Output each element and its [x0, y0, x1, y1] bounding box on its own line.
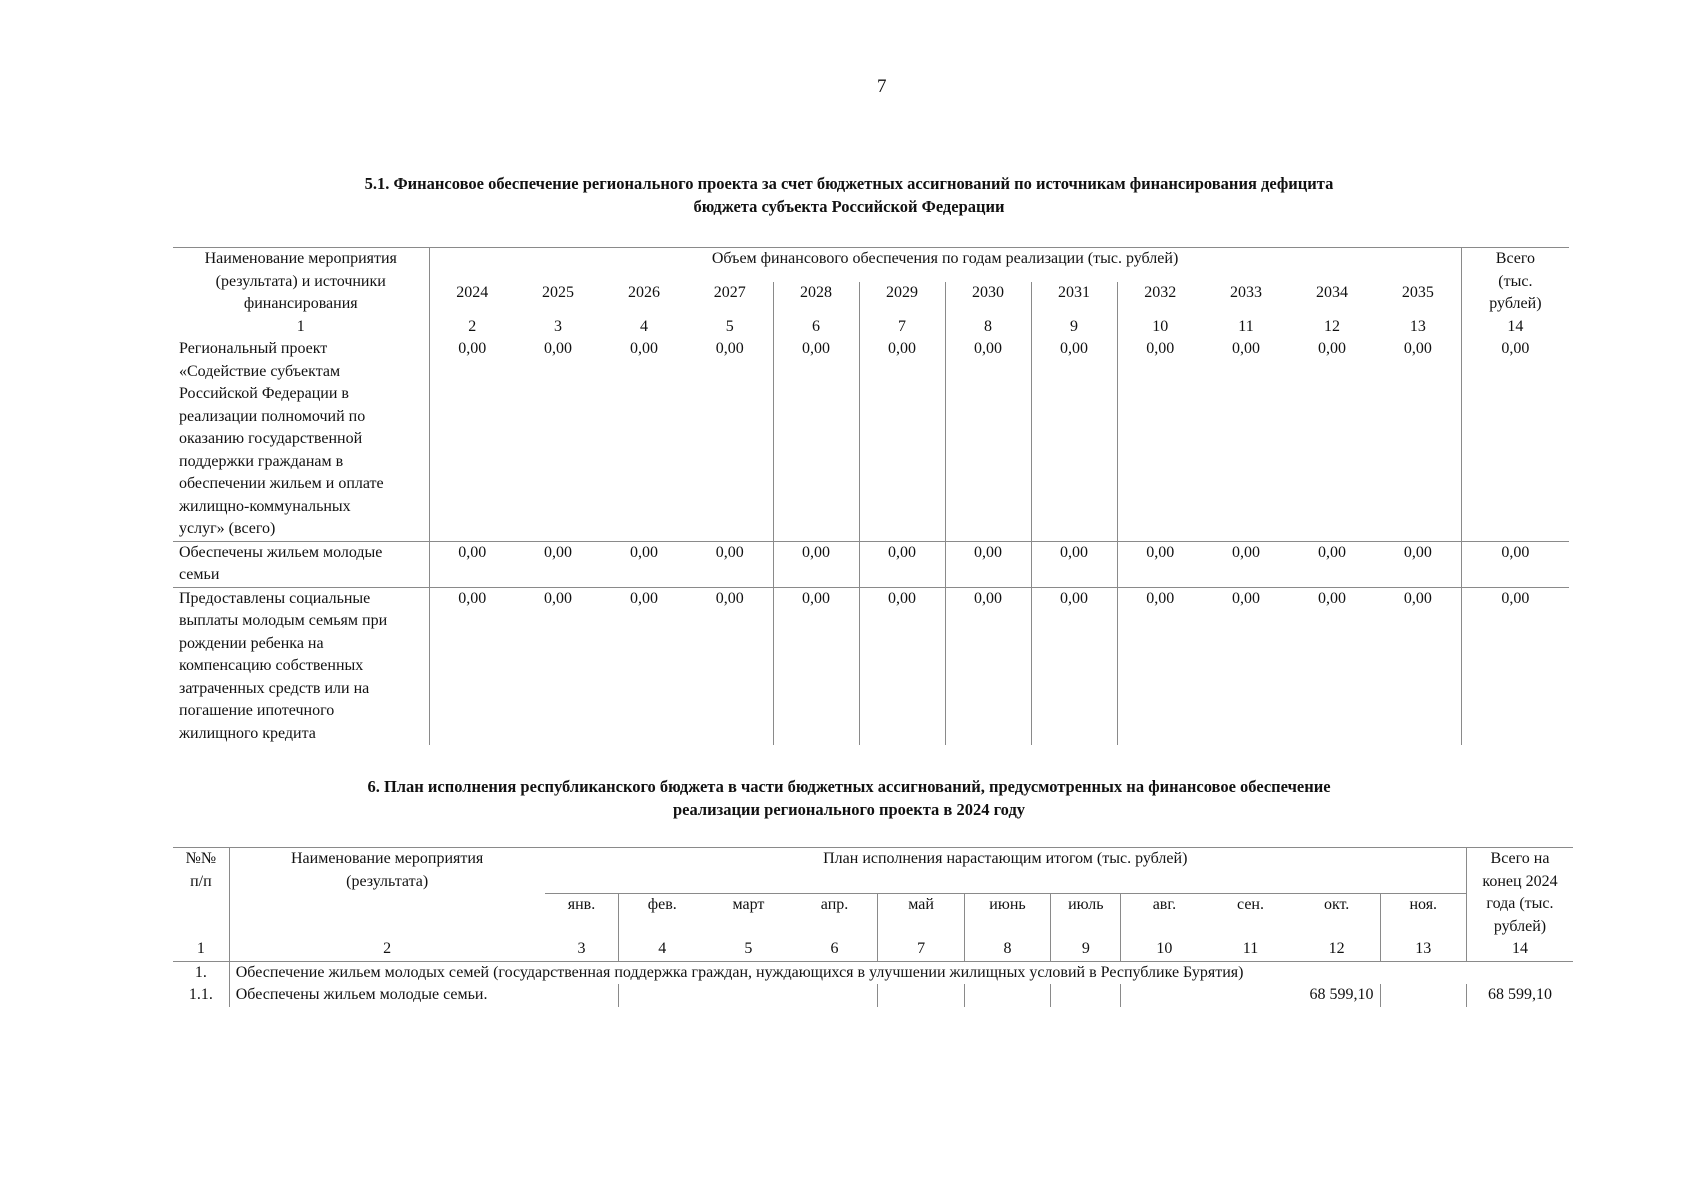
col-number: 3 — [545, 938, 619, 961]
total-column-header — [1461, 248, 1569, 316]
name-column-header — [229, 848, 544, 939]
empty-cell — [619, 984, 878, 1007]
year-cell: 2035 — [1401, 283, 1434, 301]
month-cell: фев. — [619, 893, 705, 938]
month-cell: март — [705, 893, 791, 938]
value-cell: 0,00 — [1232, 340, 1260, 357]
volume-header: Объем финансового обеспечения по годам реализации (тыс. рублей) — [429, 248, 1461, 282]
month-cell: июнь — [964, 893, 1050, 938]
row-name-line: компенсацию собственных — [179, 657, 364, 674]
year-cell: 2034 — [1316, 283, 1348, 301]
header-text: №№ — [185, 850, 217, 867]
value-cell: 0,00 — [773, 587, 859, 745]
year-cell: 2030 — [945, 282, 1031, 316]
header-text: рублей) — [1489, 295, 1542, 312]
header-text: финансирования — [243, 295, 358, 312]
col-number: 5 — [705, 938, 791, 961]
col-number: 11 — [1207, 938, 1293, 961]
total-cell: 0,00 — [1461, 541, 1569, 587]
column-numbers-row — [173, 938, 1573, 961]
value-cell: 0,00 — [429, 541, 515, 587]
header-text: года (тыс. — [1486, 895, 1554, 912]
year-cell: 2029 — [859, 282, 945, 316]
num-column-header — [173, 848, 229, 939]
title-line: реализации регионального проекта в 2024 году — [672, 800, 1026, 819]
header-text: п/п — [190, 872, 212, 890]
row-name — [173, 587, 429, 745]
row-name-line: семьи — [179, 566, 220, 583]
header-text: (результата) — [346, 872, 429, 890]
value-cell: 0,00 — [1318, 340, 1346, 357]
header-text: рублей) — [1493, 917, 1547, 935]
month-cell: ноя. — [1380, 893, 1466, 938]
value-cell: 0,00 — [1117, 587, 1203, 745]
col-number: 14 — [1466, 938, 1573, 961]
row-name-line: выплаты молодым семьям при — [179, 612, 388, 629]
col-number: 1 — [296, 317, 305, 335]
col-number: 1 — [173, 938, 229, 961]
title-line: 5.1. Финансовое обеспечение регионального проекта за счет бюджетных ассигнований по источникам финансирования дефицита — [364, 174, 1334, 193]
year-cell: 2032 — [1117, 282, 1203, 316]
value-cell: 0,00 — [945, 587, 1031, 745]
financing-table — [173, 247, 1569, 745]
empty-cell — [1380, 984, 1466, 1007]
row-name-line: реализации полномочий по — [179, 407, 366, 425]
year-cell: 2026 — [628, 283, 660, 301]
value-cell: 0,00 — [773, 338, 859, 541]
month-cell: окт. — [1294, 893, 1380, 938]
row-name-line: поддержки гражданам в — [179, 452, 344, 470]
value-cell: 0,00 — [687, 541, 773, 587]
row-name — [173, 541, 429, 587]
col-number: 4 — [619, 938, 705, 961]
value-cell: 0,00 — [1375, 541, 1461, 587]
table-row — [173, 338, 1569, 541]
name-column-header — [173, 248, 429, 316]
empty-cell — [1051, 984, 1121, 1007]
row-name: Обеспечены жильем молодые семьи. — [229, 984, 619, 1007]
year-cell: 2025 — [542, 283, 574, 301]
col-number: 4 — [640, 317, 648, 335]
empty-cell — [878, 984, 964, 1007]
col-number: 6 — [773, 316, 859, 339]
row-name-line: Обеспечены жильем молодые — [179, 543, 383, 561]
value-cell: 0,00 — [1289, 541, 1375, 587]
col-number: 13 — [1380, 938, 1466, 961]
section-5-1-title — [0, 172, 1698, 218]
row-name-line: оказанию государственной — [179, 430, 363, 447]
header-text: Всего — [1495, 250, 1535, 267]
col-number: 2 — [429, 316, 515, 339]
value-cell: 0,00 — [544, 340, 572, 357]
total-column-header — [1466, 848, 1573, 939]
row-number: 1. — [194, 963, 207, 981]
month-cell: май — [878, 893, 964, 938]
value-cell: 0,00 — [1375, 587, 1461, 745]
value-cell: 0,00 — [1203, 541, 1289, 587]
value-cell: 0,00 — [859, 541, 945, 587]
year-cell: 2027 — [713, 283, 746, 301]
row-section-text: Обеспечение жильем молодых семей (государственная поддержка граждан, нуждающихся в улучшении жилищных условий в Республике Бурятия) — [229, 961, 1573, 984]
row-name-line: Российской Федерации в — [179, 385, 349, 402]
value-cell: 0,00 — [515, 587, 601, 745]
value-cell: 0,00 — [1403, 340, 1432, 357]
year-cell: 2033 — [1230, 283, 1262, 301]
month-cell: янв. — [545, 893, 619, 938]
page-number: 7 — [877, 76, 887, 97]
row-name-line: «Содействие субъектам — [179, 362, 341, 380]
value-cell: 0,00 — [945, 541, 1031, 587]
row-name-line: жилищного кредита — [179, 724, 316, 742]
title-line: 6. План исполнения республиканского бюджета в части бюджетных ассигнований, предусмотренных на финансовое обеспечение — [367, 777, 1331, 796]
value-cell: 0,00 — [1031, 541, 1117, 587]
value-cell: 0,00 — [630, 340, 658, 357]
col-number: 8 — [945, 316, 1031, 339]
year-cell: 2031 — [1031, 282, 1117, 316]
col-number: 7 — [878, 938, 964, 961]
header-text: (результата) и источники — [215, 272, 386, 290]
header-text: конец 2024 — [1482, 872, 1558, 890]
total-cell: 0,00 — [1461, 587, 1569, 745]
value-cell: 0,00 — [859, 587, 945, 745]
col-number: 14 — [1461, 316, 1569, 339]
value-cell: 0,00 — [429, 587, 515, 745]
value-cell: 0,00 — [715, 340, 744, 357]
value-cell: 0,00 — [1031, 587, 1117, 745]
row-name-line: Региональный проект — [179, 340, 328, 357]
col-number: 5 — [725, 317, 734, 335]
section-6-title — [0, 775, 1698, 821]
value-cell: 0,00 — [1031, 338, 1117, 541]
header-text: (тыс. — [1498, 272, 1533, 290]
table-row — [173, 961, 1573, 984]
header-text: Наименование мероприятия — [290, 850, 484, 867]
col-number: 7 — [859, 316, 945, 339]
header-text: Всего на — [1490, 850, 1550, 867]
col-number: 9 — [1031, 316, 1117, 339]
header-row — [173, 248, 1569, 282]
value-cell: 0,00 — [1117, 338, 1203, 541]
col-number: 11 — [1238, 317, 1254, 335]
table-row — [173, 541, 1569, 587]
col-number: 2 — [229, 938, 544, 961]
value-cell: 0,00 — [859, 338, 945, 541]
col-number: 10 — [1121, 938, 1207, 961]
row-name — [173, 338, 429, 541]
row-name-line: услуг» (всего) — [179, 520, 276, 537]
table-row — [173, 984, 1573, 1007]
col-number: 6 — [792, 938, 878, 961]
plan-header: План исполнения нарастающим итогом (тыс. рублей) — [545, 848, 1467, 894]
month-cell: сен. — [1207, 893, 1293, 938]
row-number: 1.1. — [188, 986, 213, 1003]
col-number: 10 — [1117, 316, 1203, 339]
year-cell: 2024 — [429, 282, 515, 316]
col-number: 9 — [1051, 938, 1121, 961]
row-name-line: рождении ребенка на — [179, 634, 324, 652]
header-text: Наименование мероприятия — [204, 250, 397, 267]
value-cell: 0,00 — [601, 587, 687, 745]
total-value: 68 599,10 — [1466, 984, 1573, 1007]
value-cell: 0,00 — [1203, 587, 1289, 745]
col-number: 3 — [554, 317, 562, 335]
row-name-line: обеспечении жильем и оплате — [179, 475, 384, 492]
row-name-line: затраченных средств или на — [179, 679, 370, 697]
month-cell: авг. — [1121, 893, 1207, 938]
table-row — [173, 587, 1569, 745]
year-cell: 2028 — [773, 282, 859, 316]
october-value: 68 599,10 — [1121, 984, 1380, 1007]
column-numbers-row — [173, 316, 1569, 339]
value-cell: 0,00 — [515, 541, 601, 587]
month-cell: апр. — [792, 893, 878, 938]
month-cell: июль — [1051, 893, 1121, 938]
title-line: бюджета субъекта Российской Федерации — [693, 197, 1005, 216]
col-number: 8 — [964, 938, 1050, 961]
value-cell: 0,00 — [945, 338, 1031, 541]
value-cell: 0,00 — [773, 541, 859, 587]
header-row — [173, 848, 1573, 894]
value-cell: 0,00 — [429, 338, 515, 541]
row-name-line: Предоставлены социальные — [179, 589, 371, 607]
budget-plan-table — [173, 847, 1573, 1007]
value-cell: 0,00 — [601, 541, 687, 587]
row-name-line: жилищно-коммунальных — [179, 497, 351, 515]
col-number: 12 — [1294, 938, 1380, 961]
value-cell: 0,00 — [1289, 587, 1375, 745]
col-number: 13 — [1409, 317, 1426, 335]
total-cell: 0,00 — [1461, 338, 1569, 541]
value-cell: 0,00 — [1117, 541, 1203, 587]
row-name-line: погашение ипотечного — [179, 702, 335, 719]
col-number: 12 — [1324, 317, 1340, 335]
empty-cell — [964, 984, 1050, 1007]
value-cell: 0,00 — [687, 587, 773, 745]
